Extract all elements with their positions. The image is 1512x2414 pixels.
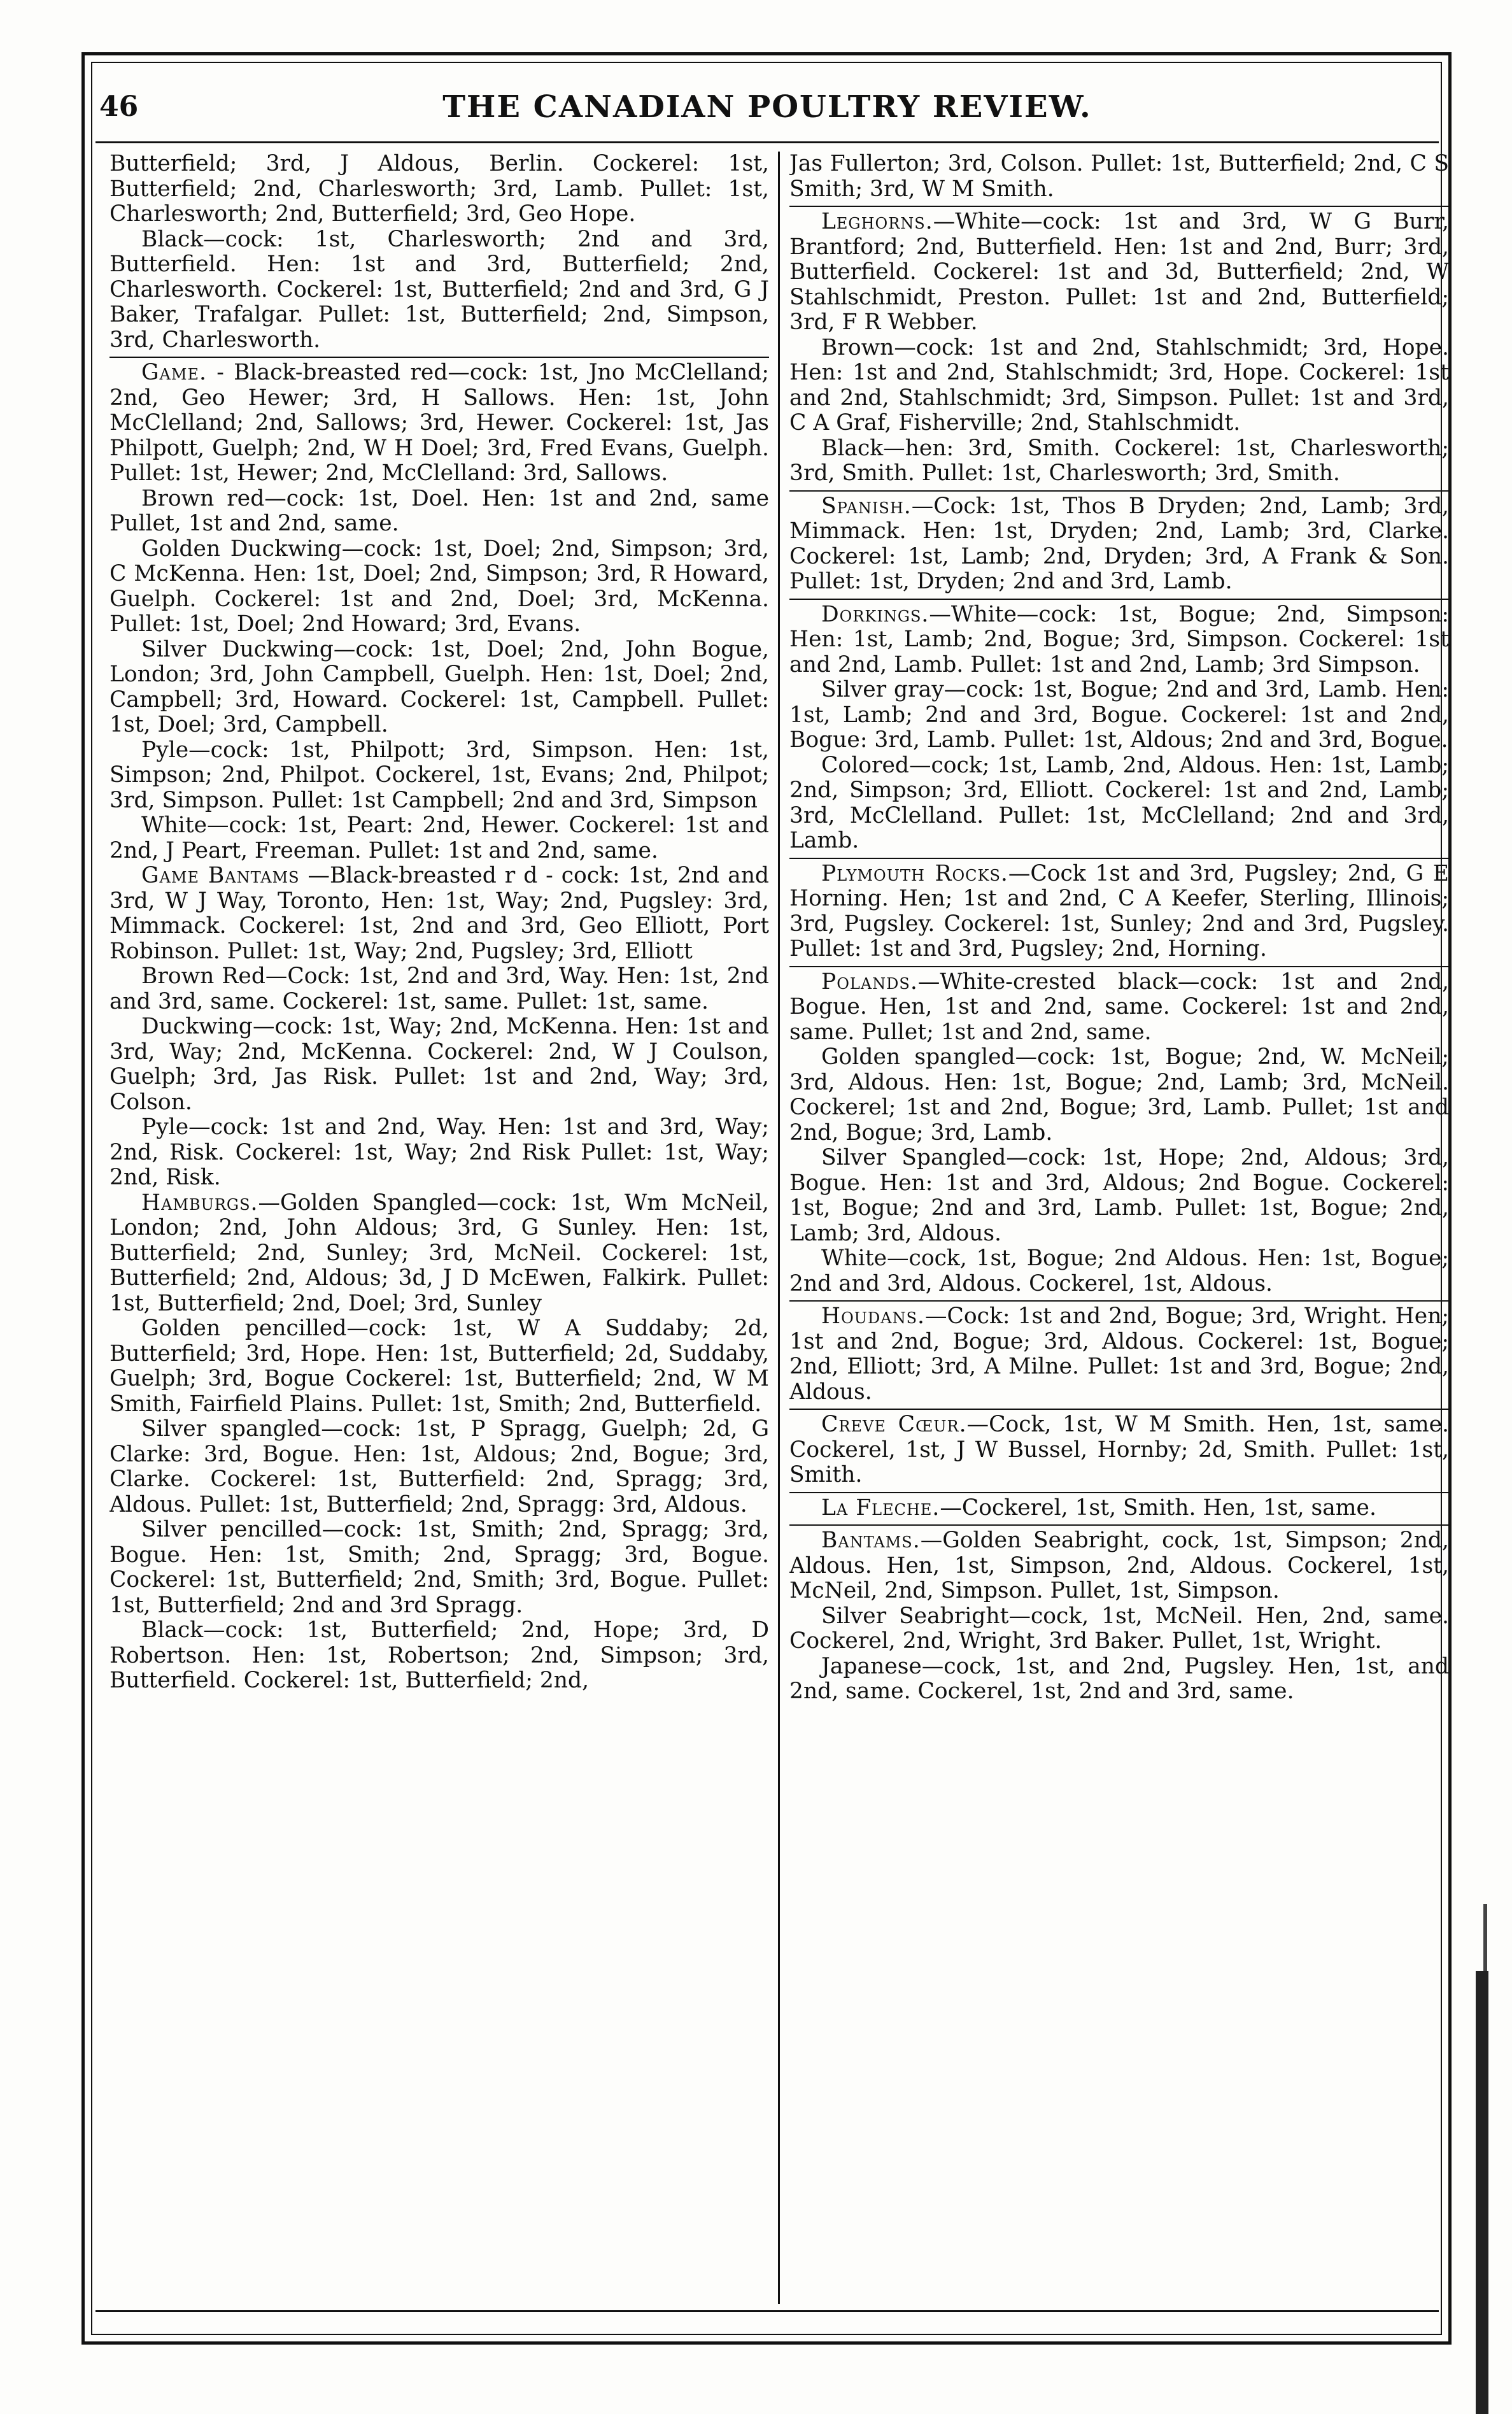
result-paragraph bbox=[789, 678, 1449, 753]
result-text: —White—cock: 1st, Bogue; 2nd, Simpson: Hen: 1st, Lamb; 2nd, Bogue; 3rd, Simpson. Cockerel: 1st and 2nd, Lamb. Pullet: 1st and 2nd, Lamb; 3rd Simpson. bbox=[789, 601, 1449, 678]
result-paragraph bbox=[789, 1654, 1449, 1705]
page-number: 46 bbox=[99, 90, 139, 123]
result-text: —Cock: 1st, Thos B Dryden; 2nd, Lamb; 3rd, Mimmack. Hen: 1st, Dryden; 2nd, Lamb; 3rd, Clarke. Cockerel: 1st, Lamb; 2nd, Dryden; 3rd, A Frank & Son. Pullet: 1st, Dryden; 2nd and 3rd, Lamb. bbox=[789, 493, 1449, 594]
result-text: —Cock, 1st, W M Smith. Hen, 1st, same. Cockerel, 1st, J W Bussel, Hornby; 2d, Smith. Pullet: 1st, Smith. bbox=[789, 1412, 1449, 1487]
result-paragraph bbox=[789, 1409, 1449, 1488]
breed-heading: Creve Cœur. bbox=[821, 1412, 967, 1437]
result-paragraph bbox=[110, 1517, 769, 1618]
result-text: Silver Seabright—cock, 1st, McNeil. Hen, 2nd, same. Cockerel, 2nd, Wright, 3rd Baker. Pullet, 1st, Wright. bbox=[789, 1603, 1449, 1654]
result-text: Brown Red—Cock: 1st, 2nd and 3rd, Way. Hen: 1st, 2nd and 3rd, same. Cockerel: 1st, same. Pullet: 1st, same. bbox=[110, 963, 769, 1014]
header-rule bbox=[95, 141, 1439, 143]
result-text: Brown—cock: 1st and 2nd, Stahlschmidt; 3rd, Hope. Hen: 1st and 2nd, Stahlschmidt; 3rd, Hope. Cockerel: 1st and 2nd, Stahlschmidt; 3rd, Simpson. Pullet: 1st and 3rd, C A Graf, Fisherville; 2nd, Stahlschmidt. bbox=[789, 334, 1449, 436]
result-paragraph bbox=[789, 1524, 1449, 1604]
breed-heading: Plymouth Rocks. bbox=[821, 860, 1008, 886]
result-paragraph bbox=[110, 537, 769, 637]
breed-heading: Game Bantams bbox=[141, 863, 300, 888]
breed-heading: Spanish. bbox=[821, 493, 912, 519]
result-text: Golden Duckwing—cock: 1st, Doel; 2nd, Simpson; 3rd, C McKenna. Hen: 1st, Doel; 2nd, Simpson; 3rd, R Howard, Guelph. Cockerel: 1st and 2nd, Doel; 3rd, McKenna. Pullet: 1st, Doel; 2nd Howard; 3rd, Evans. bbox=[110, 536, 769, 637]
result-text: Butterfield; 3rd, J Aldous, Berlin. Cockerel: 1st, Butterfield; 2nd, Charlesworth; 3rd, Lamb. Pullet: 1st, Charlesworth; 2nd, Butterfield; 3rd, Geo Hope. bbox=[110, 152, 769, 227]
breed-heading: Game. bbox=[141, 360, 207, 385]
result-text: —Golden Seabright, cock, 1st, Simpson; 2nd, Aldous. Hen, 1st, Simpson, 2nd, Aldous. Cockerel, 1st, McNeil, 2nd, Simpson. Pullet, 1st, Simpson. bbox=[789, 1528, 1449, 1603]
result-paragraph bbox=[110, 1316, 769, 1417]
result-paragraph bbox=[110, 1014, 769, 1115]
result-paragraph bbox=[110, 486, 769, 537]
result-paragraph bbox=[110, 964, 769, 1014]
result-paragraph bbox=[110, 738, 769, 814]
result-text: Golden pencilled—cock: 1st, W A Suddaby; 2d, Butterfield; 3rd, Hope. Hen: 1st, Butterfield; 2d, Suddaby, Guelph; 3rd, Bogue Cockerel: 1st, Butterfield; 2nd, W M Smith, Fairfield Plains. Pullet: 1st, Smith; 2nd, Butterfield. bbox=[110, 1316, 769, 1417]
result-text: —Black-breasted r d - cock: 1st, 2nd and 3rd, W J Way, Toronto, Hen: 1st, Way; 2nd, Pugsley: 3rd, Mimmack. Cockerel: 1st, 2nd and 3rd, Geo Elliott, Port Robinson. Pullet: 1st, Way; 2nd, Pugsley; 3rd, Elliott bbox=[110, 863, 769, 964]
result-paragraph bbox=[110, 227, 769, 353]
breed-heading: Dorkings. bbox=[821, 601, 929, 627]
result-text: Black—cock: 1st, Butterfield; 2nd, Hope; 3rd, D Robertson. Hen: 1st, Robertson; 2nd, Simpson; 3rd, Butterfield. Cockerel: 1st, Butterfield; 2nd, bbox=[110, 1617, 769, 1693]
result-paragraph bbox=[789, 599, 1449, 678]
page-title: THE CANADIAN POULTRY REVIEW. bbox=[442, 89, 1092, 125]
left-column bbox=[110, 152, 769, 2304]
result-text: —Cock 1st and 3rd, Pugsley; 2nd, G E Horning. Hen; 1st and 2nd, C A Keefer, Sterling, Illinois; 3rd, Pugsley. Cockerel: 1st, Sunley; 2nd and 3rd, Pugsley. Pullet: 1st and 3rd, Pugsley; 2nd, Horning. bbox=[789, 860, 1449, 962]
result-text: Silver Duckwing—cock: 1st, Doel; 2nd, John Bogue, London; 3rd, John Campbell, Guelph. Hen: 1st, Doel; 2nd, Campbell; 3rd, Howard. Cockerel: 1st, Campbell. Pullet: 1st, Doel; 3rd, Campbell. bbox=[110, 636, 769, 737]
result-text: - Black-breasted red—cock: 1st, Jno McClelland; 2nd, Geo Hewer; 3rd, H Sallows. Hen: 1st, John McClelland; 2nd, Sallows; 3rd, Hewer. Cockerel: 1st, Jas Philpott, Guelph; 2nd, W H Doel; 3rd, Fred Evans, Guelph. Pullet: 1st, Hewer; 2nd, McClelland: 3rd, Sallows. bbox=[110, 360, 769, 486]
result-paragraph bbox=[789, 858, 1449, 962]
result-text: White—cock, 1st, Bogue; 2nd Aldous. Hen: 1st, Bogue; 2nd and 3rd, Aldous. Cockerel, 1st, Aldous. bbox=[789, 1246, 1449, 1296]
column-divider bbox=[778, 152, 780, 2304]
result-paragraph bbox=[110, 813, 769, 863]
result-paragraph bbox=[789, 1146, 1449, 1246]
result-text: —Golden Spangled—cock: 1st, Wm McNeil, London; 2nd, John Aldous; 3rd, G Sunley. Hen: 1st, Butterfield; 2nd, Sunley; 3rd, McNeil. Cockerel: 1st, Butterfield; 2nd, Aldous; 3d, J D McEwen, Falkirk. Pullet: 1st, Butterfield; 2nd, Doel; 3rd, Sunley bbox=[110, 1189, 769, 1316]
result-paragraph bbox=[789, 1604, 1449, 1654]
page-header bbox=[95, 82, 1439, 132]
result-text: White—cock: 1st, Peart: 2nd, Hewer. Cockerel: 1st and 2nd, J Peart, Freeman. Pullet: 1st and 2nd, same. bbox=[110, 813, 769, 863]
result-text: Black—cock: 1st, Charlesworth; 2nd and 3rd, Butterfield. Hen: 1st and 3rd, Butterfield; 2nd, Charlesworth. Cockerel: 1st, Butterfield; 2nd and 3rd, G J Baker, Trafalgar. Pullet: 1st, Butterfield; 2nd, Simpson, 3rd, Charlesworth. bbox=[110, 226, 769, 353]
result-paragraph bbox=[789, 1492, 1449, 1521]
breed-heading: Houdans. bbox=[821, 1303, 925, 1329]
result-paragraph bbox=[789, 152, 1449, 202]
result-paragraph bbox=[789, 753, 1449, 854]
breed-heading: Polands. bbox=[821, 969, 918, 995]
result-paragraph bbox=[110, 1191, 769, 1317]
result-paragraph bbox=[789, 206, 1449, 336]
result-paragraph bbox=[110, 637, 769, 738]
result-text: Black—hen: 3rd, Smith. Cockerel: 1st, Charlesworth; 3rd, Smith. Pullet: 1st, Charlesworth; 3rd, Smith. bbox=[789, 435, 1449, 486]
result-text: Silver spangled—cock: 1st, P Spragg, Guelph; 2d, G Clarke: 3rd, Bogue. Hen: 1st, Aldous; 2nd, Bogue; 3rd, Clarke. Cockerel: 1st, Butterfield: 2nd, Spragg; 3rd, Aldous. Pullet: 1st, Butterfield; 2nd, Spragg: 3rd, Aldous. bbox=[110, 1416, 769, 1517]
result-paragraph bbox=[789, 436, 1449, 486]
result-paragraph bbox=[789, 1045, 1449, 1146]
breed-heading: Leghorns. bbox=[821, 209, 933, 234]
result-text: Silver Spangled—cock: 1st, Hope; 2nd, Aldous; 3rd, Bogue. Hen: 1st and 3rd, Aldous; 2nd Bogue. Cockerel: 1st, Bogue; 2nd and 3rd, Lamb. Pullet: 1st, Bogue; 2nd, Lamb; 3rd, Aldous. bbox=[789, 1145, 1449, 1246]
breed-heading: Hamburgs. bbox=[141, 1189, 258, 1216]
result-paragraph bbox=[789, 336, 1449, 436]
result-text: —White-crested black—cock: 1st and 2nd, Bogue. Hen, 1st and 2nd, same. Cockerel: 1st and 2nd, same. Pullet; 1st and 2nd, same. bbox=[789, 969, 1449, 1045]
result-text: Golden spangled—cock: 1st, Bogue; 2nd, W. McNeil; 3rd, Aldous. Hen: 1st, Bogue; 2nd, Lamb; 3rd, McNeil. Cockerel; 1st and 2nd, Bogue; 3rd, Lamb. Pullet; 1st and 2nd, Bogue; 3rd, Lamb. bbox=[789, 1044, 1449, 1146]
result-paragraph bbox=[110, 152, 769, 227]
result-paragraph bbox=[789, 1300, 1449, 1405]
result-text: Duckwing—cock: 1st, Way; 2nd, McKenna. Hen: 1st and 3rd, Way; 2nd, McKenna. Cockerel: 2nd, W J Coulson, Guelph; 3rd, Jas Risk. Pullet: 1st and 2nd, Way; 3rd, Colson. bbox=[110, 1014, 769, 1115]
result-text: Silver pencilled—cock: 1st, Smith; 2nd, Spragg; 3rd, Bogue. Hen: 1st, Smith; 2nd, Spragg; 3rd, Bogue. Cockerel: 1st, Butterfield; 2nd, Smith; 3rd, Bogue. Pullet: 1st, Butterfield; 2nd and 3rd Spragg. bbox=[110, 1517, 769, 1618]
result-text: Colored—cock; 1st, Lamb, 2nd, Aldous. Hen: 1st, Lamb; 2nd, Simpson; 3rd, Elliott. Cockerel: 1st and 2nd, Lamb; 3rd, McClelland. Pullet: 1st, McClelland; 2nd and 3rd, Lamb. bbox=[789, 752, 1449, 853]
result-paragraph bbox=[110, 1115, 769, 1191]
result-text: Silver gray—cock: 1st, Bogue; 2nd and 3rd, Lamb. Hen: 1st, Lamb; 2nd and 3rd, Bogue. Cockerel: 1st and 2nd, Bogue: 3rd, Lamb. Pullet: 1st, Aldous; 2nd and 3rd, Bogue. bbox=[789, 677, 1449, 753]
result-text: Jas Fullerton; 3rd, Colson. Pullet: 1st, Butterfield; 2nd, C S Smith; 3rd, W M Smith. bbox=[789, 152, 1449, 202]
result-paragraph bbox=[789, 490, 1449, 595]
result-text: Japanese—cock, 1st, and 2nd, Pugsley. Hen, 1st, and 2nd, same. Cockerel, 1st, 2nd and 3rd, same. bbox=[789, 1653, 1449, 1704]
breed-heading: La Fleche. bbox=[821, 1495, 940, 1521]
result-paragraph bbox=[110, 1618, 769, 1694]
binding-edge-mark bbox=[1483, 1904, 1487, 1974]
result-paragraph bbox=[110, 1417, 769, 1517]
result-paragraph bbox=[110, 863, 769, 964]
result-text: Brown red—cock: 1st, Doel. Hen: 1st and 2nd, same Pullet, 1st and 2nd, same. bbox=[110, 485, 769, 536]
footer-rule bbox=[95, 2310, 1439, 2312]
right-column bbox=[789, 152, 1449, 2304]
result-paragraph bbox=[789, 1246, 1449, 1296]
breed-heading: Bantams. bbox=[821, 1528, 921, 1553]
result-text: Pyle—cock: 1st and 2nd, Way. Hen: 1st and 3rd, Way; 2nd, Risk. Cockerel: 1st, Way; 2nd Risk Pullet: 1st, Way; 2nd, Risk. bbox=[110, 1114, 769, 1190]
result-paragraph bbox=[789, 966, 1449, 1046]
result-text: —Cockerel, 1st, Smith. Hen, 1st, same. bbox=[940, 1495, 1376, 1521]
result-text: —Cock: 1st and 2nd, Bogue; 3rd, Wright. Hen; 1st and 2nd, Bogue; 3rd, Aldous. Cockerel: 1st, Bogue; 2nd, Elliott; 3rd, A Milne. Pullet: 1st and 3rd, Bogue; 2nd, Aldous. bbox=[789, 1303, 1449, 1405]
binding-edge bbox=[1476, 1971, 1488, 2414]
result-text: —White—cock: 1st and 3rd, W G Burr, Brantford; 2nd, Butterfield. Hen: 1st and 2nd, Burr; 3rd, Butterfield. Cockerel: 1st and 3d, Butterfield; 2nd, W Stahlschmidt, Preston. Pullet: 1st and 2nd, Butterfield; 3rd, F R Webber. bbox=[789, 209, 1449, 335]
result-paragraph bbox=[110, 357, 769, 486]
result-text: Pyle—cock: 1st, Philpott; 3rd, Simpson. Hen: 1st, Simpson; 2nd, Philpot. Cockerel, 1st, Evans; 2nd, Philpot; 3rd, Simpson. Pullet: 1st Campbell; 2nd and 3rd, Simpson bbox=[110, 737, 769, 813]
